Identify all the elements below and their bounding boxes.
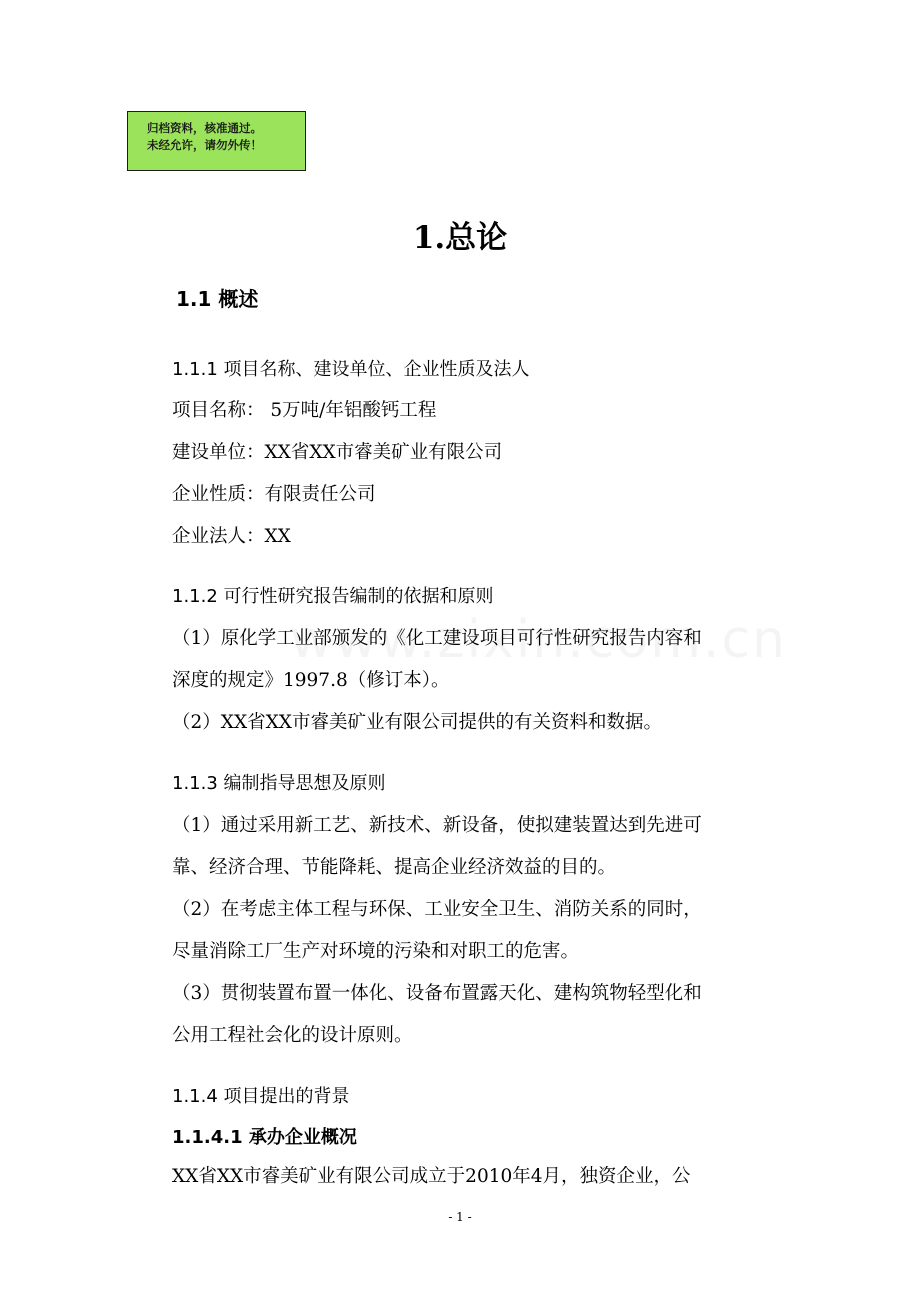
heading-1-1-1: 1.1.1 项目名称、建设单位、企业性质及法人 [172, 359, 530, 380]
legal-person-line: 企业法人：XX [172, 526, 291, 547]
company-type-line: 企业性质：有限责任公司 [172, 484, 376, 505]
stamp-line-2: 未经允许，请勿外传！ [147, 138, 262, 152]
basis-paragraph-1-line-1: （1）原化学工业部颁发的《化工建设项目可行性研究报告内容和 [172, 628, 702, 649]
principle-3-line-1: （3）贯彻装置布置一体化、设备布置露天化、建构筑物轻型化和 [172, 983, 702, 1004]
principle-3-line-2: 公用工程社会化的设计原则。 [172, 1025, 413, 1046]
principle-2-line-2: 尽量消除工厂生产对环境的污染和对职工的危害。 [172, 941, 580, 962]
basis-paragraph-1-line-2: 深度的规定》1997.8（修订本）。 [172, 670, 450, 691]
principle-1-line-2: 靠、经济合理、节能降耗、提高企业经济效益的目的。 [172, 857, 617, 878]
principle-1-line-1: （1）通过采用新工艺、新技术、新设备，使拟建装置达到先进可 [172, 815, 702, 836]
page-number: - 1 - [448, 1210, 472, 1224]
project-name-line: 项目名称： 5万吨/年铝酸钙工程 [172, 400, 437, 421]
builder-line: 建设单位：XX省XX市睿美矿业有限公司 [172, 442, 503, 463]
heading-1-1-2: 1.1.2 可行性研究报告编制的依据和原则 [172, 586, 494, 607]
chapter-title: 1.总论 [412, 220, 508, 256]
principle-2-line-1: （2）在考虑主体工程与环保、工业安全卫生、消防关系的同时， [172, 899, 702, 920]
company-overview-line-1: XX省XX市睿美矿业有限公司成立于2010年4月，独资企业，公 [172, 1166, 691, 1187]
heading-1-1-4: 1.1.4 项目提出的背景 [172, 1086, 350, 1107]
heading-1-1-3: 1.1.3 编制指导思想及原则 [172, 773, 386, 794]
archive-stamp [127, 111, 306, 171]
stamp-line-1: 归档资料，核准通过。 [147, 121, 262, 135]
section-heading-1-1: 1.1 概述 [176, 287, 259, 311]
heading-1-1-4-1: 1.1.4.1 承办企业概况 [172, 1127, 357, 1148]
basis-paragraph-2: （2）XX省XX市睿美矿业有限公司提供的有关资料和数据。 [172, 712, 662, 733]
